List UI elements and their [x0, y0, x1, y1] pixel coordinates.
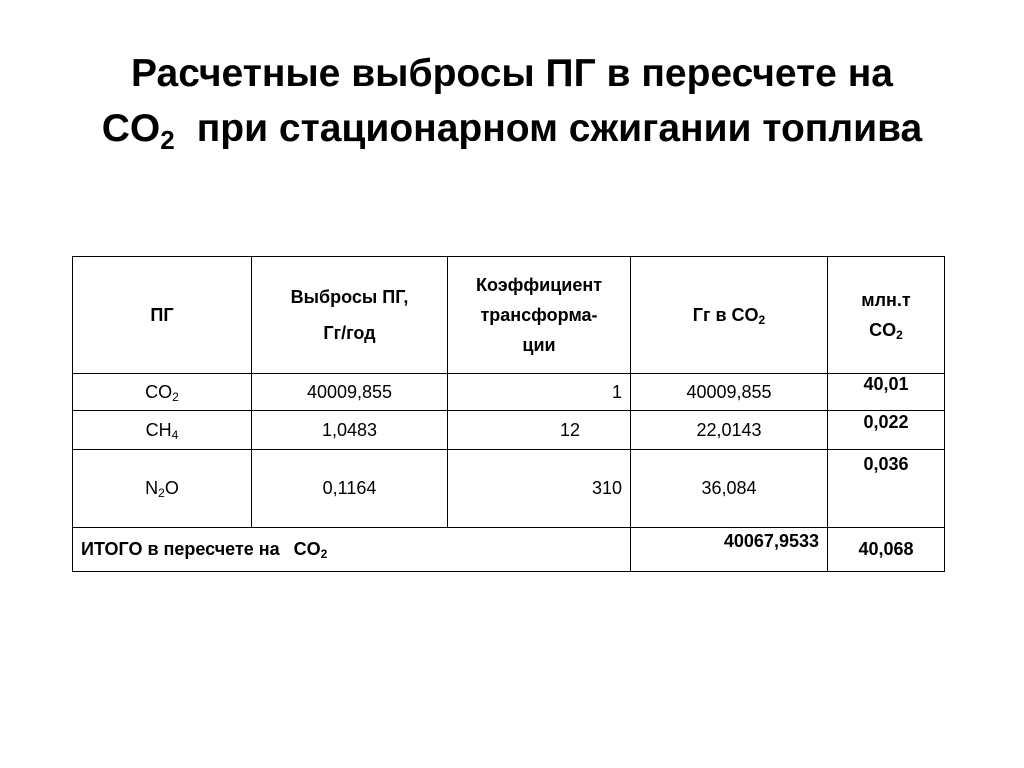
header-mt-line2 [828, 315, 944, 345]
title-line-2-rest: при стационарном сжигании топлива [196, 107, 923, 150]
gas-formula: N [145, 478, 159, 498]
header-coef-line1: Коэффициент [475, 275, 603, 295]
header-gas [73, 257, 252, 374]
cell-mt: 0,036 [828, 450, 945, 528]
cell-gas [73, 411, 252, 450]
table-header-row [73, 257, 945, 374]
total-label-cell [73, 528, 631, 572]
total-label: ИТОГО в пересчете на [81, 539, 280, 559]
title-co-subscript: 2 [160, 125, 175, 155]
header-gg-subscript: 2 [758, 313, 766, 327]
header-gg-co2 [631, 257, 828, 374]
table-row [73, 411, 945, 450]
header-mt-co: CO [869, 320, 897, 340]
cell-gg: 40009,855 [631, 374, 828, 411]
title-co: CO [101, 107, 161, 150]
total-label-subscript: 2 [320, 547, 328, 561]
header-coef-line3: ции [522, 335, 556, 355]
cell-gas [73, 450, 252, 528]
header-emissions-line1: Выбросы ПГ, [290, 287, 409, 307]
cell-emissions: 1,0483 [252, 411, 448, 450]
cell-mt-value: 0,022 [863, 411, 909, 432]
header-gas-label: ПГ [150, 305, 174, 325]
slide-title [0, 46, 1024, 156]
cell-emissions: 0,1164 [252, 450, 448, 528]
cell-gas [73, 374, 252, 411]
cell-mt [828, 374, 945, 411]
emissions-table [72, 256, 945, 572]
gas-formula-suffix: O [164, 478, 179, 498]
cell-gg: 36,084 [631, 450, 828, 528]
header-mt-line1: млн.т [861, 290, 911, 310]
cell-emissions: 40009,855 [252, 374, 448, 411]
table-row [73, 450, 945, 528]
gas-formula: CH [145, 419, 172, 440]
cell-coefficient: 12 [448, 411, 631, 450]
header-mt-subscript: 2 [896, 328, 903, 342]
gas-subscript: 2 [172, 389, 179, 404]
header-mt-co2 [828, 257, 945, 374]
total-mt: 40,068 [828, 528, 945, 572]
cell-gg: 22,0143 [631, 411, 828, 450]
cell-mt-value: 40,01 [863, 373, 909, 394]
header-emissions [252, 257, 448, 374]
total-label-co: CO [293, 539, 321, 559]
table-row [73, 374, 945, 411]
header-coefficient [448, 257, 631, 374]
gas-formula: CO [145, 381, 173, 402]
total-gg-value: 40067,9533 [723, 531, 819, 551]
title-line-2 [0, 101, 1024, 156]
header-coef-line2: трансформа- [480, 305, 598, 325]
gas-subscript: 4 [171, 427, 179, 442]
header-gg-label: Гг в CO [692, 305, 759, 325]
total-row [73, 528, 945, 572]
cell-coefficient: 310 [448, 450, 631, 528]
header-emissions-line2: Гг/год [323, 323, 376, 343]
cell-mt [828, 411, 945, 450]
cell-coefficient: 1 [448, 374, 631, 411]
gas-subscript: 2 [158, 486, 165, 500]
title-line-1: Расчетные выбросы ПГ в пересчете на [131, 52, 893, 95]
total-gg [631, 528, 828, 572]
